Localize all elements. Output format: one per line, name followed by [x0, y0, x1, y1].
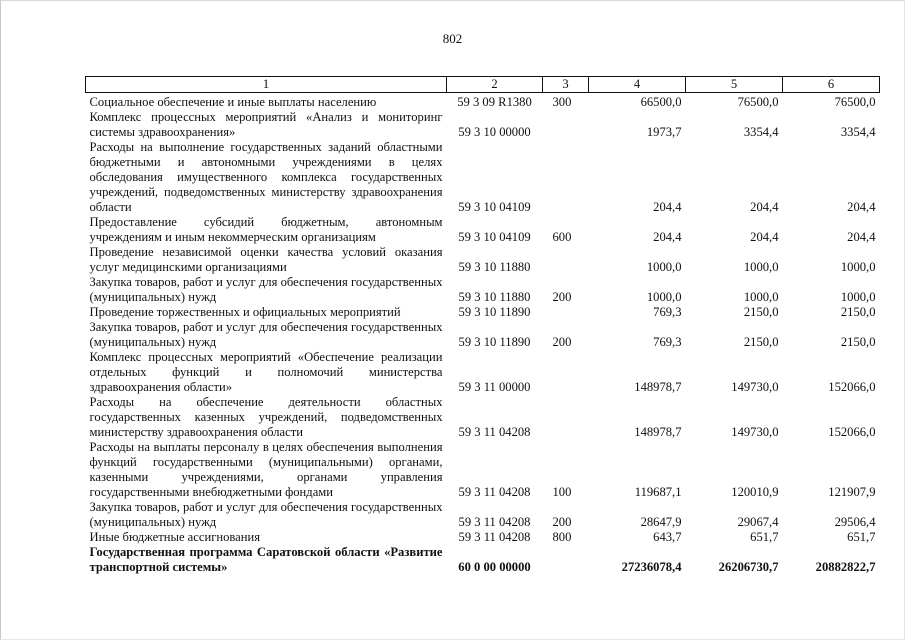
cell-amount-year-3: 152066,0: [828, 425, 876, 439]
cell-amount-year-2: 2150,0: [743, 335, 779, 349]
cell-amount-year-1: 119687,1: [634, 485, 682, 499]
cell-expense-type: 300: [552, 95, 572, 109]
cell-amount-year-3: 121907,9: [828, 485, 876, 499]
cell-expense-type: [543, 140, 589, 215]
table-row: [86, 215, 880, 245]
table-row: [86, 530, 880, 545]
table-row: [86, 110, 880, 140]
table-row: [86, 140, 880, 215]
column-header: 1: [86, 77, 447, 93]
cell-amount-year-2: 149730,0: [731, 380, 779, 394]
cell-expense-type: 100: [552, 485, 572, 499]
cell-amount-year-3: 651,7: [847, 530, 876, 544]
cell-description: Иные бюджетные ассигнования: [89, 530, 261, 544]
cell-code: 59 3 10 11880: [458, 290, 531, 304]
cell-amount-year-2: 76500,0: [737, 95, 779, 109]
cell-amount-year-3: 1000,0: [840, 290, 876, 304]
table-row: [86, 320, 880, 350]
cell-amount-year-2: 2150,0: [743, 305, 779, 319]
column-header: 3: [543, 77, 589, 93]
cell-amount-year-2: 651,7: [750, 530, 779, 544]
cell-amount-year-1: 66500,0: [640, 95, 682, 109]
page-number: 802: [442, 31, 463, 46]
cell-amount-year-2: 3354,4: [743, 125, 779, 139]
header-row: [86, 77, 880, 93]
cell-expense-type: [543, 395, 589, 440]
cell-description: Расходы на выполнение государственных заданий областными бюджетными и автономными учреждениями в целях обследования имущественного комплекса государственных учреждений, подведомственных министерству здравоохранения области: [89, 140, 443, 214]
cell-expense-type: [543, 545, 589, 575]
cell-amount-year-3: 2150,0: [840, 335, 876, 349]
cell-amount-year-3: 3354,4: [840, 125, 876, 139]
cell-description: Комплекс процессных мероприятий «Анализ и мониторинг системы здравоохранения»: [89, 110, 443, 139]
table-row: [86, 245, 880, 275]
cell-description: Закупка товаров, работ и услуг для обеспечения государственных (муниципальных) нужд: [89, 320, 443, 349]
table-row: [86, 545, 880, 575]
cell-amount-year-2: 149730,0: [731, 425, 779, 439]
cell-amount-year-1: 769,3: [653, 335, 682, 349]
cell-amount-year-3: 20882822,7: [815, 560, 876, 574]
cell-amount-year-1: 1000,0: [646, 290, 682, 304]
cell-code: 59 3 10 11890: [458, 335, 531, 349]
cell-amount-year-1: 204,4: [653, 230, 682, 244]
cell-description: Социальное обеспечение и иные выплаты населению: [89, 95, 377, 109]
table-row: [86, 500, 880, 530]
cell-amount-year-1: 148978,7: [634, 380, 682, 394]
cell-amount-year-3: 76500,0: [834, 95, 876, 109]
cell-expense-type: 800: [552, 530, 572, 544]
cell-description: Закупка товаров, работ и услуг для обеспечения государственных (муниципальных) нужд: [89, 500, 443, 529]
cell-amount-year-1: 148978,7: [634, 425, 682, 439]
table-row: [86, 275, 880, 305]
table-row: [86, 305, 880, 320]
column-header: 2: [447, 77, 543, 93]
budget-table: [85, 76, 880, 575]
cell-amount-year-1: 204,4: [653, 200, 682, 214]
cell-code: 59 3 11 00000: [458, 380, 531, 394]
cell-amount-year-2: 204,4: [750, 230, 779, 244]
cell-description: Закупка товаров, работ и услуг для обеспечения государственных (муниципальных) нужд: [89, 275, 443, 304]
cell-amount-year-3: 2150,0: [840, 305, 876, 319]
cell-expense-type: 200: [552, 290, 572, 304]
cell-amount-year-2: 204,4: [750, 200, 779, 214]
cell-code: 59 3 11 04208: [458, 485, 531, 499]
column-header: 6: [783, 77, 880, 93]
cell-code: 59 3 09 R1380: [457, 95, 532, 109]
cell-description: Государственная программа Саратовской области «Развитие транспортной системы»: [89, 545, 443, 574]
cell-code: 60 0 00 00000: [458, 560, 531, 574]
cell-amount-year-2: 29067,4: [737, 515, 779, 529]
cell-description: Проведение торжественных и официальных мероприятий: [89, 305, 401, 319]
cell-amount-year-2: 120010,9: [731, 485, 779, 499]
cell-description: Комплекс процессных мероприятий «Обеспечение реализации отдельных функций и полномочий министерства здравоохранения области»: [89, 350, 443, 394]
cell-amount-year-2: 1000,0: [743, 290, 779, 304]
cell-code: 59 3 11 04208: [458, 530, 531, 544]
cell-amount-year-1: 643,7: [653, 530, 682, 544]
cell-amount-year-1: 1000,0: [646, 260, 682, 274]
cell-amount-year-3: 1000,0: [840, 260, 876, 274]
cell-amount-year-1: 27236078,4: [621, 560, 682, 574]
cell-amount-year-2: 1000,0: [743, 260, 779, 274]
cell-amount-year-1: 769,3: [653, 305, 682, 319]
cell-amount-year-3: 204,4: [847, 200, 876, 214]
cell-expense-type: 200: [552, 335, 572, 349]
cell-expense-type: 200: [552, 515, 572, 529]
cell-description: Расходы на обеспечение деятельности областных государственных казенных учреждений, подведомственных министерству здравоохранения области: [89, 395, 443, 439]
table-row: [86, 350, 880, 395]
cell-amount-year-1: 1973,7: [646, 125, 682, 139]
cell-expense-type: [543, 305, 589, 320]
column-header: 5: [686, 77, 783, 93]
table-body: [86, 93, 880, 576]
column-header: 4: [589, 77, 686, 93]
cell-description: Расходы на выплаты персоналу в целях обеспечения выполнения функций государственными (муниципальными) органами, казенными учреждениями, органами управления государственными внебюджетными фондами: [89, 440, 443, 499]
table-row: [86, 93, 880, 111]
cell-code: 59 3 10 11890: [458, 305, 531, 319]
cell-description: Предоставление субсидий бюджетным, автономным учреждениям и иным некоммерческим организациям: [89, 215, 443, 244]
cell-amount-year-2: 26206730,7: [718, 560, 779, 574]
cell-expense-type: 600: [552, 230, 572, 244]
cell-code: 59 3 11 04208: [458, 425, 531, 439]
cell-code: 59 3 11 04208: [458, 515, 531, 529]
cell-amount-year-3: 29506,4: [834, 515, 876, 529]
cell-expense-type: [543, 110, 589, 140]
cell-expense-type: [543, 245, 589, 275]
cell-code: 59 3 10 04109: [458, 230, 531, 244]
table-row: [86, 395, 880, 440]
cell-amount-year-3: 152066,0: [828, 380, 876, 394]
cell-expense-type: [543, 350, 589, 395]
cell-code: 59 3 10 11880: [458, 260, 531, 274]
cell-amount-year-1: 28647,9: [640, 515, 682, 529]
cell-description: Проведение независимой оценки качества условий оказания услуг медицинскими организациями: [89, 245, 443, 274]
cell-code: 59 3 10 00000: [458, 125, 531, 139]
table-row: [86, 440, 880, 500]
cell-code: 59 3 10 04109: [458, 200, 531, 214]
cell-amount-year-3: 204,4: [847, 230, 876, 244]
